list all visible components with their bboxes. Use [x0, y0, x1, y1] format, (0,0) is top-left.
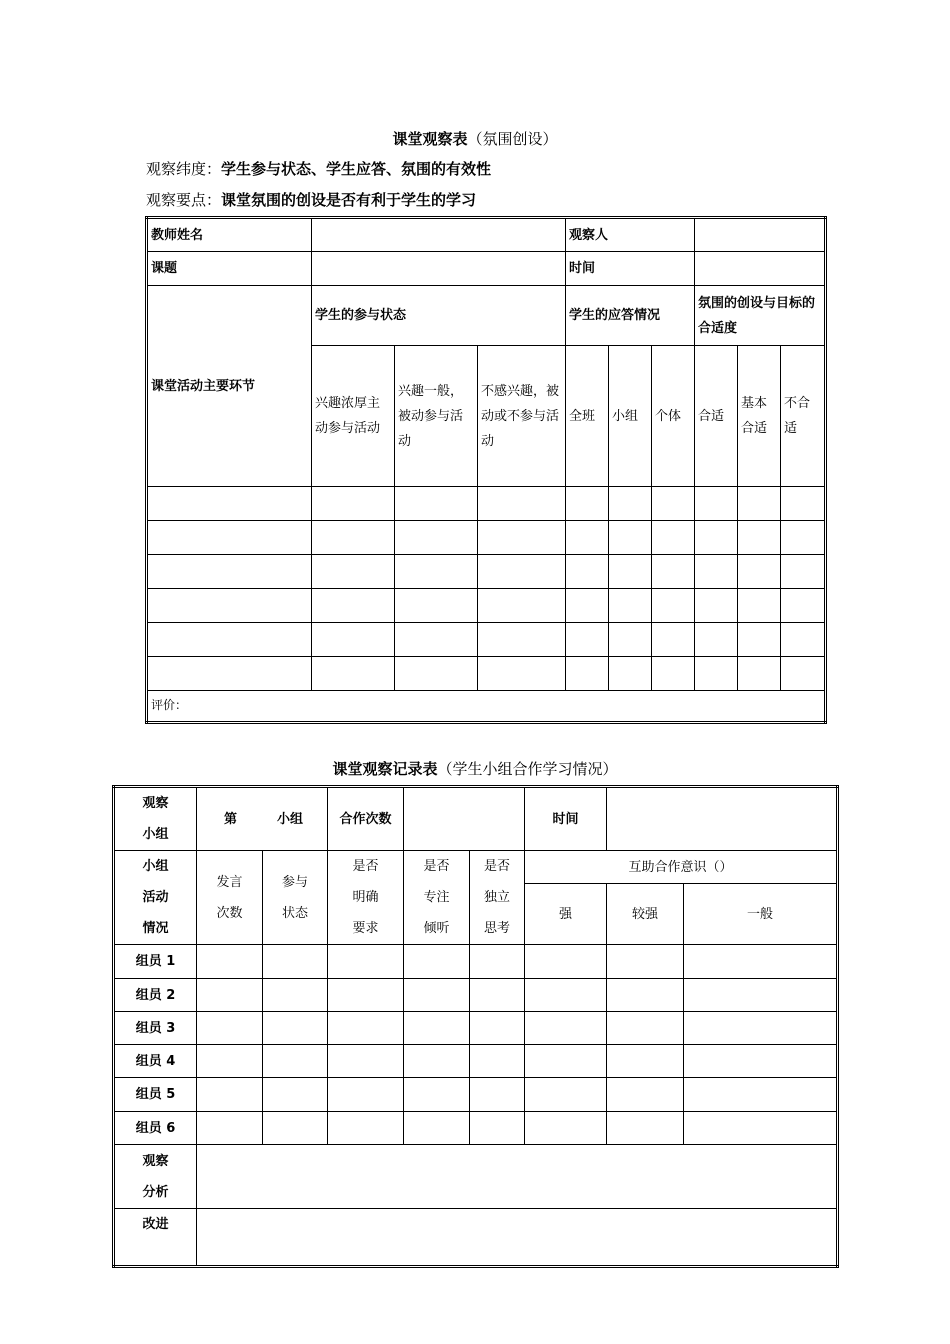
entry-cell[interactable]: [781, 589, 826, 623]
entry-cell[interactable]: [652, 555, 695, 589]
time-cell-2[interactable]: [607, 787, 838, 851]
observer-cell[interactable]: [695, 218, 826, 252]
member-row: [114, 1112, 838, 1145]
response-class: 全班: [566, 346, 609, 487]
entry-cell[interactable]: [404, 979, 470, 1012]
analysis-field[interactable]: [197, 1145, 838, 1209]
entry-cell[interactable]: [525, 1078, 607, 1112]
independent-thinking-text: 是否独立思考: [483, 859, 510, 936]
entry-cell[interactable]: [395, 589, 478, 623]
topic-cell[interactable]: [312, 252, 566, 286]
entry-cell[interactable]: [781, 521, 826, 555]
entry-cell[interactable]: [738, 487, 781, 521]
entry-cell[interactable]: [738, 555, 781, 589]
table2-title: [0, 758, 950, 779]
entry-cell[interactable]: [609, 555, 652, 589]
entry-cell[interactable]: [470, 979, 525, 1012]
entry-cell[interactable]: [404, 1078, 470, 1112]
classroom-observation-table: [145, 216, 827, 724]
mutual-help-header: 互助合作意识（）: [525, 851, 838, 884]
member-label: 组员 1: [114, 945, 197, 979]
entry-cell[interactable]: [566, 623, 609, 657]
entry-cell[interactable]: [609, 657, 652, 691]
participation-header: 学生的参与状态: [312, 286, 566, 346]
entry-cell[interactable]: [395, 623, 478, 657]
entry-cell[interactable]: [478, 487, 566, 521]
entry-cell[interactable]: [395, 555, 478, 589]
entry-cell[interactable]: [147, 589, 312, 623]
entry-cell[interactable]: [395, 657, 478, 691]
entry-cell[interactable]: [478, 657, 566, 691]
entry-cell[interactable]: [470, 1078, 525, 1112]
entry-cell[interactable]: [738, 657, 781, 691]
entry-cell[interactable]: [695, 555, 738, 589]
entry-cell[interactable]: [607, 1078, 684, 1112]
level-strong: 强: [525, 884, 607, 945]
entry-cell[interactable]: [328, 979, 404, 1012]
response-header: 学生的应答情况: [566, 286, 695, 346]
entry-cell[interactable]: [607, 945, 684, 979]
member-row: [114, 979, 838, 1012]
entry-cell[interactable]: [609, 487, 652, 521]
entry-cell[interactable]: [566, 589, 609, 623]
observation-group-label: [114, 787, 197, 851]
entry-cell[interactable]: [738, 521, 781, 555]
analysis-label: [114, 1145, 197, 1209]
independent-thinking-header: [470, 851, 525, 945]
entry-cell[interactable]: [395, 487, 478, 521]
entry-cell[interactable]: [684, 1078, 838, 1112]
clear-requirement-header: [328, 851, 404, 945]
entry-cell[interactable]: [404, 1112, 470, 1145]
member-label: 组员 4: [114, 1045, 197, 1078]
entry-cell[interactable]: [197, 1112, 263, 1145]
entry-cell[interactable]: [695, 623, 738, 657]
fit-suitable: 合适: [695, 346, 738, 487]
participation-high: 兴趣浓厚主动参与活动: [312, 346, 395, 487]
entry-cell[interactable]: [525, 945, 607, 979]
entry-cell[interactable]: [470, 1045, 525, 1078]
observation-dimension: [146, 158, 491, 179]
entry-cell[interactable]: [566, 487, 609, 521]
evaluation-field[interactable]: 评价：: [147, 691, 826, 723]
entry-cell[interactable]: [607, 1012, 684, 1045]
entry-cell[interactable]: [147, 521, 312, 555]
entry-cell[interactable]: [478, 521, 566, 555]
entry-cell[interactable]: [312, 657, 395, 691]
member-label: 组员 2: [114, 979, 197, 1012]
entry-cell[interactable]: [470, 1112, 525, 1145]
improve-field[interactable]: [197, 1209, 838, 1267]
entry-cell[interactable]: [525, 979, 607, 1012]
entry-cell[interactable]: [328, 1112, 404, 1145]
table-row: [147, 589, 826, 623]
member-row: [114, 1045, 838, 1078]
topic-label: 课题: [147, 252, 312, 286]
speak-count-header: [197, 851, 263, 945]
entry-cell[interactable]: [695, 589, 738, 623]
entry-cell[interactable]: [609, 589, 652, 623]
time-cell[interactable]: [695, 252, 826, 286]
time-label: 时间: [566, 252, 695, 286]
level-average: 一般: [684, 884, 838, 945]
entry-cell[interactable]: [147, 657, 312, 691]
fit-basic: 基本合适: [738, 346, 781, 487]
entry-cell[interactable]: [566, 521, 609, 555]
teacher-name-label: 教师姓名: [147, 218, 312, 252]
entry-cell[interactable]: [263, 1012, 328, 1045]
entry-cell[interactable]: [652, 657, 695, 691]
observer-label: 观察人: [566, 218, 695, 252]
entry-cell[interactable]: [263, 1045, 328, 1078]
entry-cell[interactable]: [525, 1112, 607, 1145]
participation-mid: 兴趣一般，被动参与活动: [395, 346, 478, 487]
member-label: 组员 6: [114, 1112, 197, 1145]
entry-cell[interactable]: [684, 945, 838, 979]
entry-cell[interactable]: [525, 1045, 607, 1078]
level-fairly-strong: 较强: [607, 884, 684, 945]
dimension-value: 学生参与状态、学生应答、氛围的有效性: [221, 160, 492, 178]
entry-cell[interactable]: [478, 623, 566, 657]
entry-cell[interactable]: [609, 521, 652, 555]
entry-cell[interactable]: [328, 945, 404, 979]
entry-cell[interactable]: [684, 979, 838, 1012]
entry-cell[interactable]: [197, 1012, 263, 1045]
entry-cell[interactable]: [263, 979, 328, 1012]
table2-title-main: 课堂观察记录表: [332, 760, 438, 778]
entry-cell[interactable]: [609, 623, 652, 657]
entry-cell[interactable]: [147, 487, 312, 521]
entry-cell[interactable]: [147, 555, 312, 589]
group-suffix: 小组: [277, 811, 304, 827]
focus-value: 课堂氛围的创设是否有利于学生的学习: [221, 191, 477, 209]
entry-cell[interactable]: [781, 623, 826, 657]
member-row: [114, 1012, 838, 1045]
group-number-cell[interactable]: [197, 787, 328, 851]
coop-count-cell[interactable]: [404, 787, 525, 851]
table-row: [147, 555, 826, 589]
entry-cell[interactable]: [738, 623, 781, 657]
table-row: [147, 487, 826, 521]
teacher-name-cell[interactable]: [312, 218, 566, 252]
observation-group-text: 观察小组: [142, 796, 169, 842]
entry-cell[interactable]: [312, 521, 395, 555]
time-label-2: 时间: [525, 787, 607, 851]
entry-cell[interactable]: [197, 1078, 263, 1112]
entry-cell[interactable]: [197, 1045, 263, 1078]
participation-low: 不感兴趣，被动或不参与活动: [478, 346, 566, 487]
speak-count-text: 发言次数: [216, 874, 243, 921]
group-prefix: 第: [224, 811, 238, 827]
member-label: 组员 5: [114, 1078, 197, 1112]
entry-cell[interactable]: [781, 555, 826, 589]
entry-cell[interactable]: [404, 945, 470, 979]
improve-label: 改进: [114, 1209, 197, 1267]
entry-cell[interactable]: [738, 589, 781, 623]
entry-cell[interactable]: [263, 1078, 328, 1112]
entry-cell[interactable]: [328, 1045, 404, 1078]
entry-cell[interactable]: [684, 1045, 838, 1078]
entry-cell[interactable]: [695, 487, 738, 521]
entry-cell[interactable]: [566, 555, 609, 589]
group-activity-text: 小组活动情况: [142, 859, 169, 936]
entry-cell[interactable]: [684, 1012, 838, 1045]
observation-focus: [146, 189, 476, 210]
entry-cell[interactable]: [263, 945, 328, 979]
entry-cell[interactable]: [470, 945, 525, 979]
entry-cell[interactable]: [197, 979, 263, 1012]
entry-cell[interactable]: [312, 589, 395, 623]
entry-cell[interactable]: [607, 1045, 684, 1078]
entry-cell[interactable]: [684, 1112, 838, 1145]
entry-cell[interactable]: [197, 945, 263, 979]
participation-state-text: 参与状态: [281, 874, 308, 921]
table1-title: [0, 128, 950, 149]
entry-cell[interactable]: [328, 1078, 404, 1112]
table-row: [147, 657, 826, 691]
member-row: [114, 1078, 838, 1112]
table2-title-paren: （学生小组合作学习情况）: [437, 760, 618, 778]
entry-cell[interactable]: [312, 487, 395, 521]
fit-unsuitable: 不合适: [781, 346, 826, 487]
clear-requirement-text: 是否明确要求: [352, 859, 379, 936]
entry-cell[interactable]: [652, 589, 695, 623]
entry-cell[interactable]: [781, 657, 826, 691]
entry-cell[interactable]: [312, 623, 395, 657]
atmosphere-header: 氛围的创设与目标的合适度: [695, 286, 826, 346]
entry-cell[interactable]: [781, 487, 826, 521]
response-group: 小组: [609, 346, 652, 487]
entry-cell[interactable]: [652, 623, 695, 657]
entry-cell[interactable]: [312, 555, 395, 589]
response-individual: 个体: [652, 346, 695, 487]
focus-label: 观察要点：: [146, 191, 222, 209]
entry-cell[interactable]: [147, 623, 312, 657]
entry-cell[interactable]: [404, 1012, 470, 1045]
member-label: 组员 3: [114, 1012, 197, 1045]
member-row: [114, 945, 838, 979]
table1-title-paren: （氛围创设）: [467, 130, 558, 148]
entry-cell[interactable]: [395, 521, 478, 555]
entry-cell[interactable]: [607, 979, 684, 1012]
entry-cell[interactable]: [404, 1045, 470, 1078]
entry-cell[interactable]: [470, 1012, 525, 1045]
focus-listen-header: [404, 851, 470, 945]
entry-cell[interactable]: [525, 1012, 607, 1045]
main-steps-label: 课堂活动主要环节: [147, 286, 312, 487]
entry-cell[interactable]: [695, 521, 738, 555]
dimension-label: 观察纬度：: [146, 160, 222, 178]
entry-cell[interactable]: [607, 1112, 684, 1145]
table-row: [147, 521, 826, 555]
group-activity-label: [114, 851, 197, 945]
entry-cell[interactable]: [695, 657, 738, 691]
focus-listen-text: 是否专注倾听: [423, 859, 450, 936]
entry-cell[interactable]: [478, 589, 566, 623]
entry-cell[interactable]: [566, 657, 609, 691]
entry-cell[interactable]: [328, 1012, 404, 1045]
entry-cell[interactable]: [478, 555, 566, 589]
group-cooperation-record-table: [112, 785, 839, 1268]
table-row: [147, 623, 826, 657]
table1-title-main: 课堂观察表: [392, 130, 468, 148]
analysis-text: 观察分析: [142, 1153, 169, 1200]
entry-cell[interactable]: [652, 487, 695, 521]
entry-cell[interactable]: [263, 1112, 328, 1145]
coop-count-label: 合作次数: [328, 787, 404, 851]
entry-cell[interactable]: [652, 521, 695, 555]
participation-state-header: [263, 851, 328, 945]
